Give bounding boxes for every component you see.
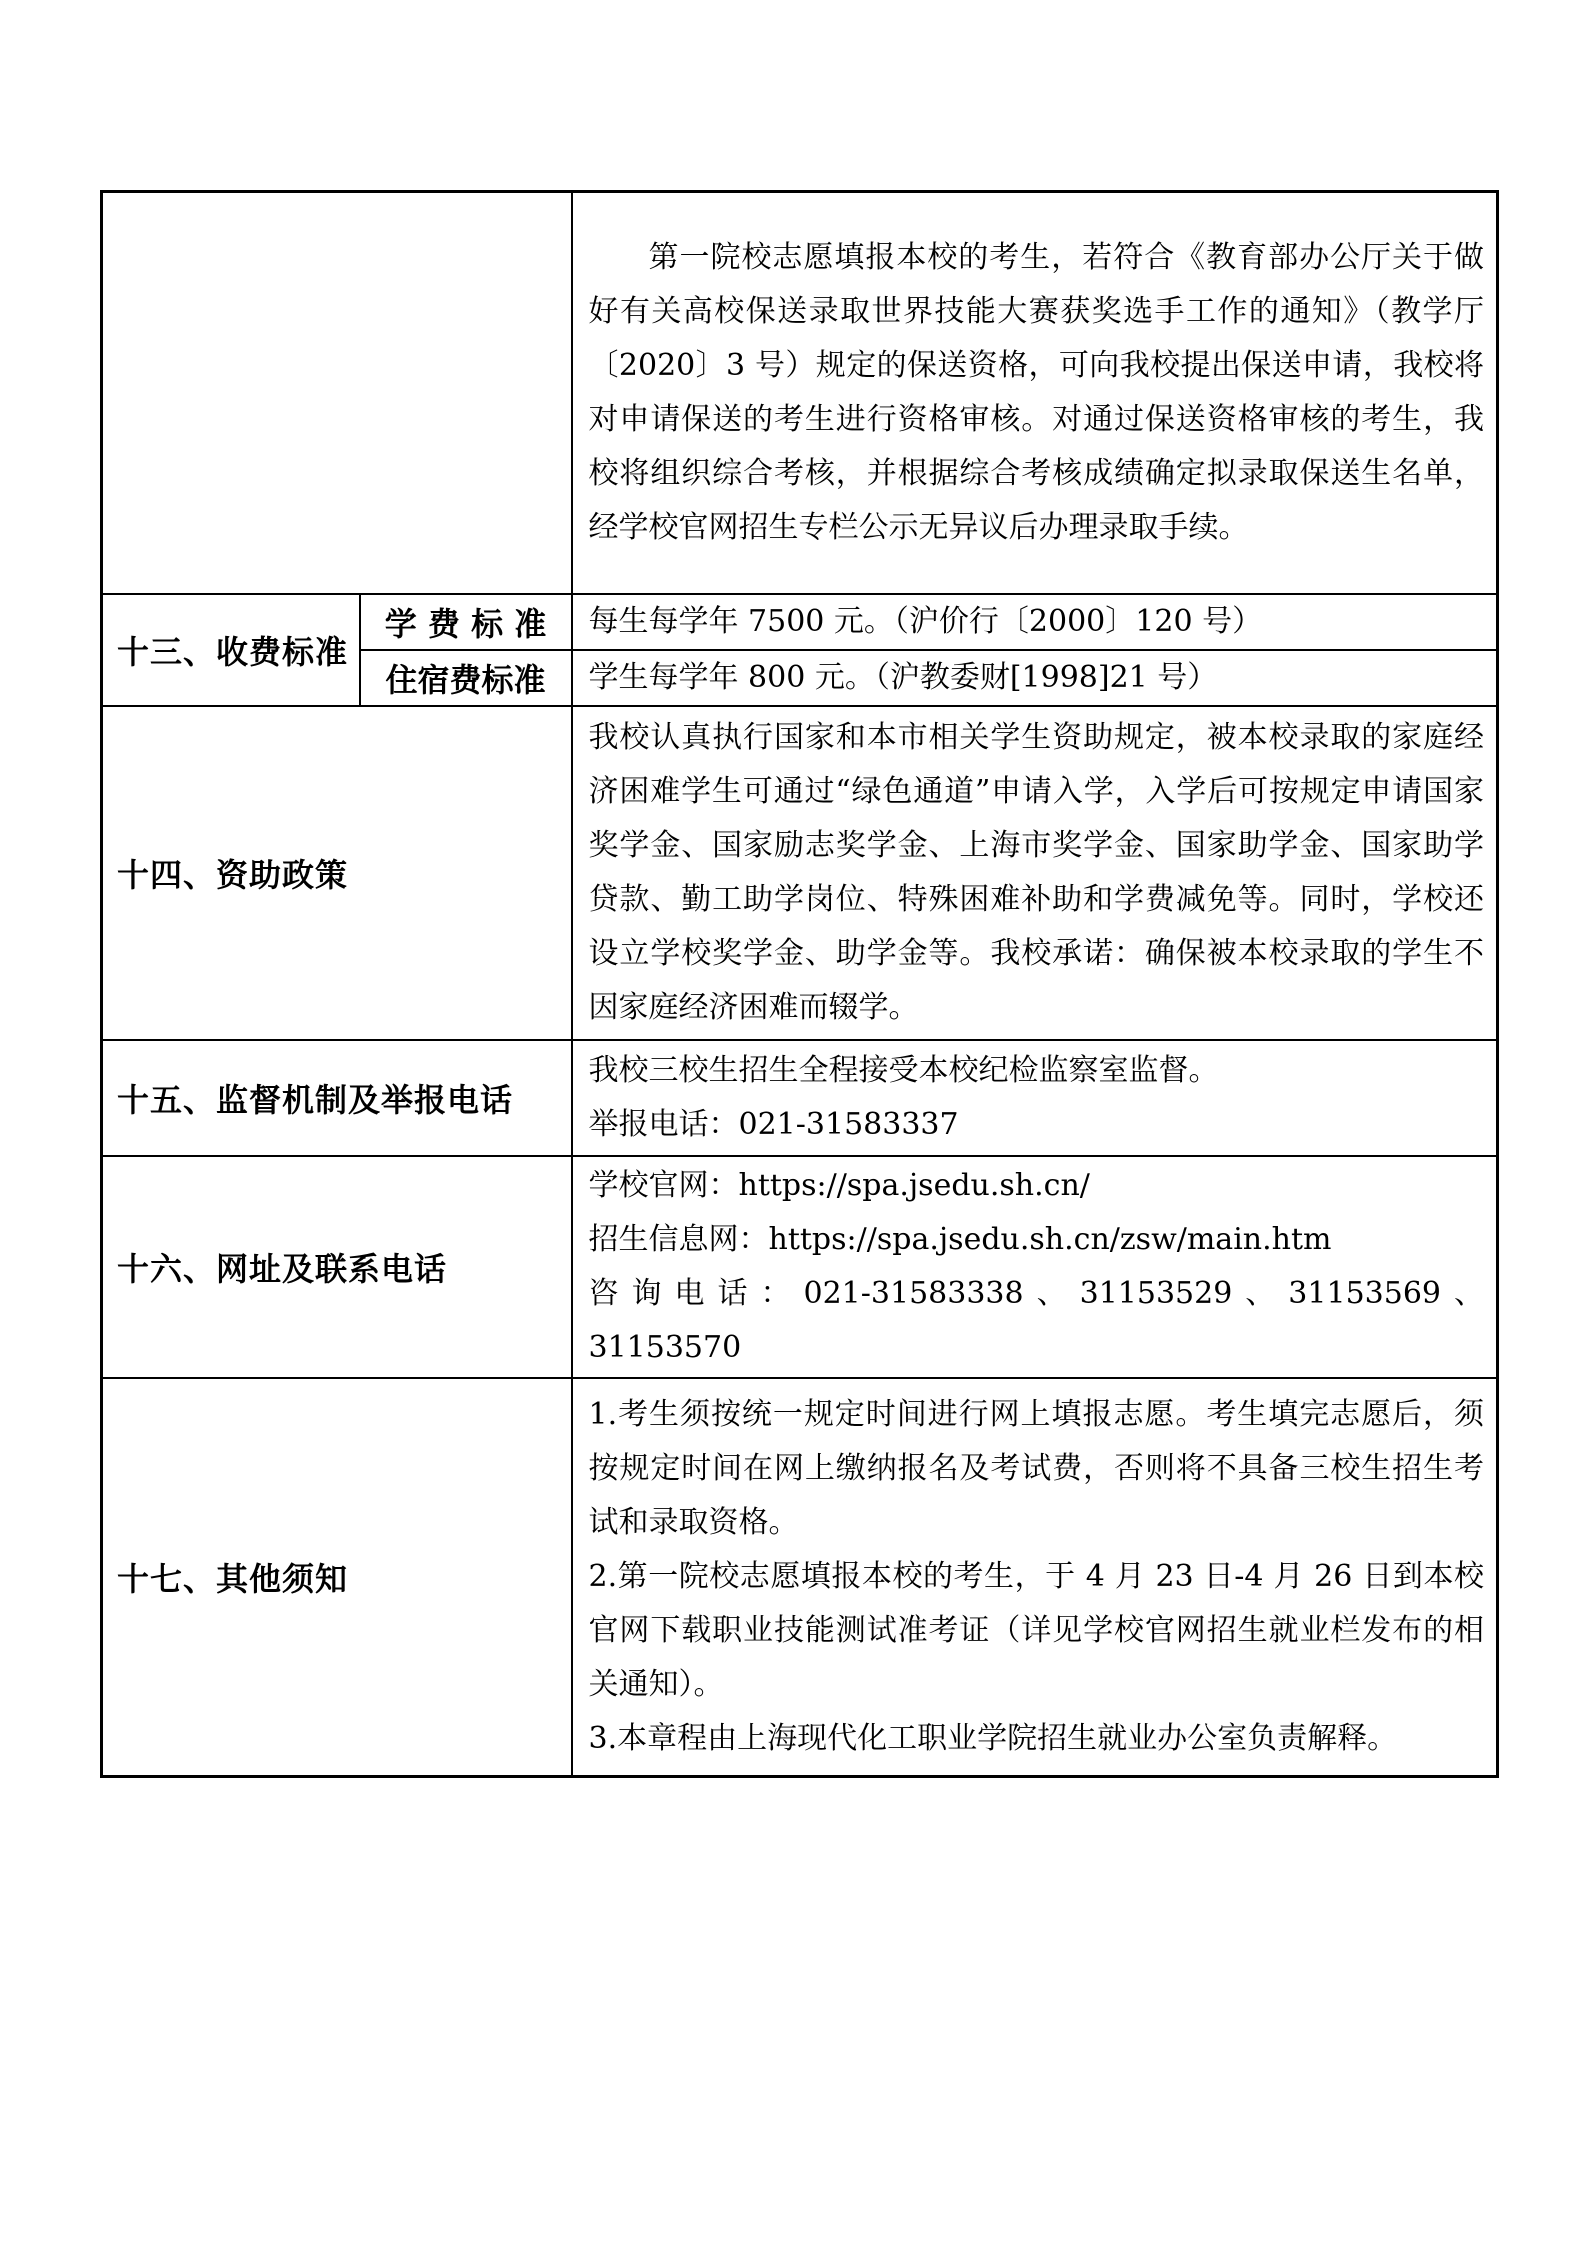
note-item-2: 2.第一院校志愿填报本校的考生，于 4 月 23 日-4 月 26 日到本校官网下载职业技能测试准考证（详见学校官网招生就业栏发布的相关通知）。 bbox=[588, 1559, 1484, 1702]
admission-website: 招生信息网：https://spa.jsedu.sh.cn/zsw/main.htm bbox=[588, 1222, 1332, 1257]
supervision-label: 十五、监督机制及举报电话 bbox=[102, 1040, 572, 1156]
contact-cell bbox=[572, 1156, 1498, 1378]
contact-label: 十六、网址及联系电话 bbox=[102, 1156, 572, 1378]
row-supervision bbox=[102, 1040, 1498, 1156]
row-fee-tuition bbox=[102, 594, 1498, 650]
report-phone: 举报电话：021-31583337 bbox=[588, 1107, 959, 1142]
dorm-fee-label: 住宿费标准 bbox=[360, 650, 572, 706]
row-label-empty bbox=[102, 192, 572, 595]
row-financial-aid bbox=[102, 706, 1498, 1040]
row-guaranteed-admission bbox=[102, 192, 1498, 595]
financial-aid-text: 我校认真执行国家和本市相关学生资助规定，被本校录取的家庭经济困难学生可通过“绿色通道”申请入学，入学后可按规定申请国家奖学金、国家励志奖学金、上海市奖学金、国家助学金、国家助学贷款、勤工助学岗位、特殊困难补助和学费减免等。同时，学校还设立学校奖学金、助学金等。我校承诺：确保被本校录取的学生不因家庭经济困难而辍学。 bbox=[588, 720, 1484, 1025]
dorm-fee-value: 学生每学年 800 元。（沪教委财[1998]21 号） bbox=[572, 650, 1498, 706]
consult-phone: 咨询电话：021-31583338、31153529、31153569、31153570 bbox=[588, 1276, 1484, 1365]
note-item-3: 3.本章程由上海现代化工职业学院招生就业办公室负责解释。 bbox=[588, 1721, 1398, 1756]
supervision-text: 我校三校生招生全程接受本校纪检监察室监督。 bbox=[588, 1053, 1219, 1088]
supervision-cell bbox=[572, 1040, 1498, 1156]
guaranteed-admission-text: 第一院校志愿填报本校的考生，若符合《教育部办公厅关于做好有关高校保送录取世界技能大赛获奖选手工作的通知》（教学厅〔2020〕3 号）规定的保送资格，可向我校提出保送申请，我校将对申请保送的考生进行资格审核。对通过保送资格审核的考生，我校将组织综合考核，并根据综合考核成绩确定拟录取保送生名单，经学校官网招生专栏公示无异议后办理录取手续。 bbox=[588, 240, 1484, 545]
tuition-value: 每生每学年 7500 元。（沪价行〔2000〕120 号） bbox=[572, 594, 1498, 650]
financial-aid-label: 十四、资助政策 bbox=[102, 706, 572, 1040]
tuition-label: 学 费 标 准 bbox=[360, 594, 572, 650]
note-item-1: 1.考生须按统一规定时间进行网上填报志愿。考生填完志愿后，须按规定时间在网上缴纳报名及考试费，否则将不具备三校生招生考试和录取资格。 bbox=[588, 1397, 1484, 1540]
fee-standard-label: 十三、收费标准 bbox=[102, 594, 360, 706]
guaranteed-admission-cell bbox=[572, 192, 1498, 595]
other-notes-label: 十七、其他须知 bbox=[102, 1378, 572, 1777]
other-notes-cell bbox=[572, 1378, 1498, 1777]
financial-aid-cell bbox=[572, 706, 1498, 1040]
school-website: 学校官网：https://spa.jsedu.sh.cn/ bbox=[588, 1168, 1090, 1203]
row-contact bbox=[102, 1156, 1498, 1378]
row-other-notes bbox=[102, 1378, 1498, 1777]
regulations-table bbox=[100, 190, 1499, 1778]
